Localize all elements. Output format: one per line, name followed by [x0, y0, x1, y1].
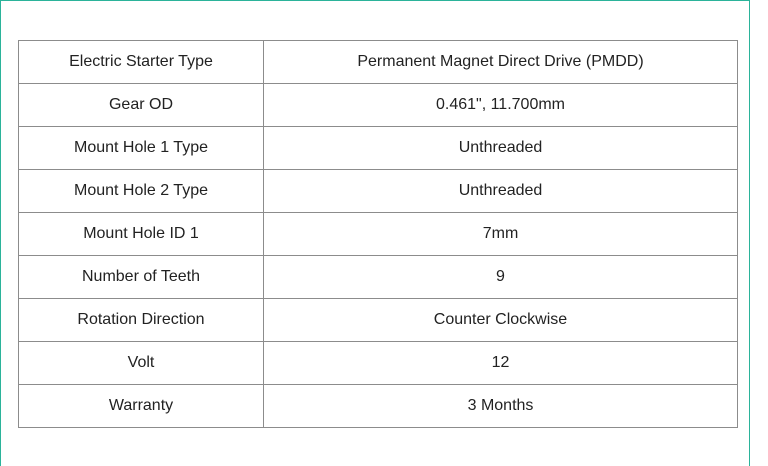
spec-value: 7mm — [264, 213, 738, 256]
spec-label: Mount Hole 1 Type — [19, 127, 264, 170]
spec-label: Mount Hole 2 Type — [19, 170, 264, 213]
spec-label: Number of Teeth — [19, 256, 264, 299]
spec-value: Unthreaded — [264, 127, 738, 170]
table-row — [19, 385, 738, 428]
table-row — [19, 41, 738, 84]
spec-label: Electric Starter Type — [19, 41, 264, 84]
spec-value: 12 — [264, 342, 738, 385]
specifications-table — [18, 40, 738, 428]
spec-label: Mount Hole ID 1 — [19, 213, 264, 256]
table-row — [19, 84, 738, 127]
table-row — [19, 127, 738, 170]
spec-value: 3 Months — [264, 385, 738, 428]
spec-value: 0.461", 11.700mm — [264, 84, 738, 127]
spec-value: Counter Clockwise — [264, 299, 738, 342]
spec-label: Gear OD — [19, 84, 264, 127]
spec-value: Permanent Magnet Direct Drive (PMDD) — [264, 41, 738, 84]
table-row — [19, 170, 738, 213]
spec-label: Volt — [19, 342, 264, 385]
spec-label: Rotation Direction — [19, 299, 264, 342]
spec-value: Unthreaded — [264, 170, 738, 213]
spec-value: 9 — [264, 256, 738, 299]
spec-label: Warranty — [19, 385, 264, 428]
table-row — [19, 342, 738, 385]
table-row — [19, 256, 738, 299]
table-row — [19, 213, 738, 256]
table-row — [19, 299, 738, 342]
